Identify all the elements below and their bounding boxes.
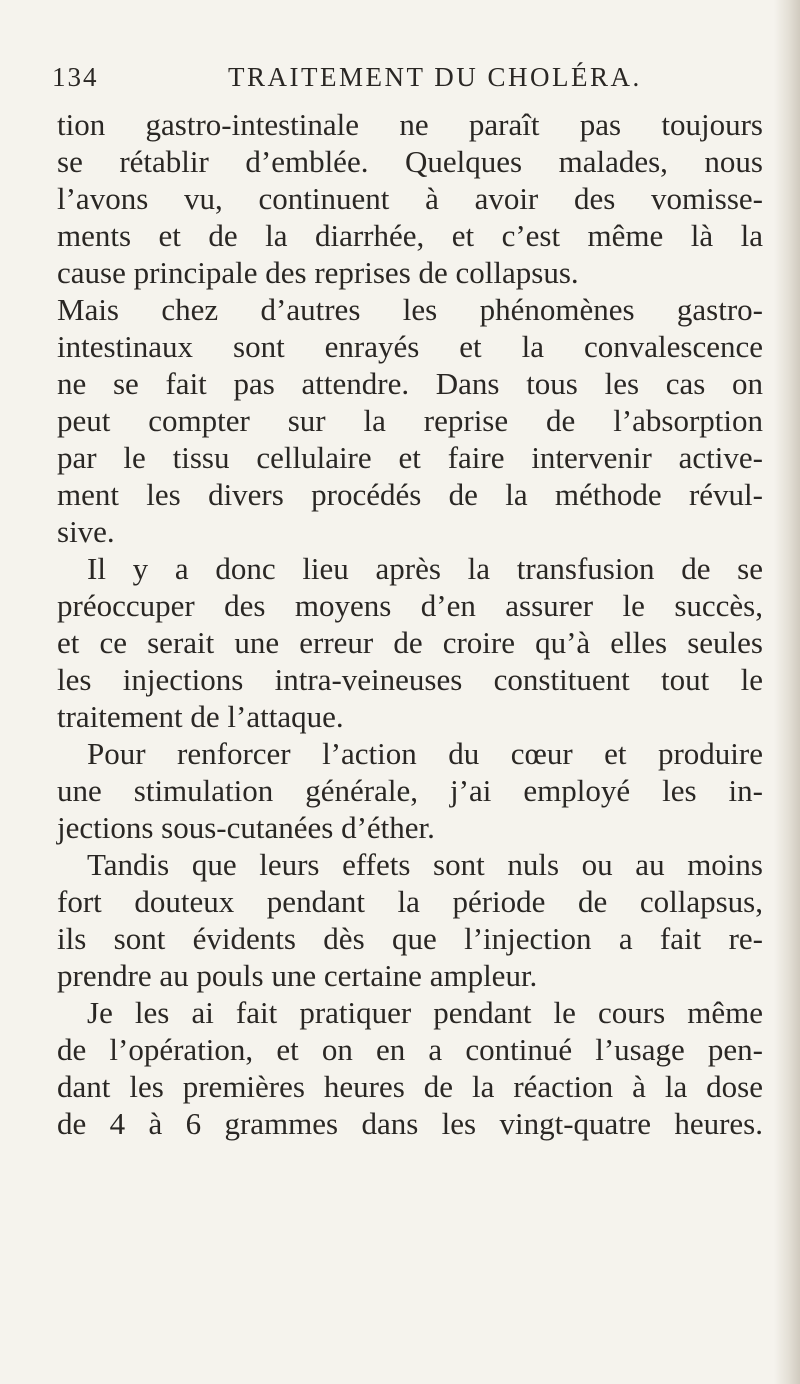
text-line: sive. bbox=[57, 514, 115, 549]
text-line: ne se fait pas attendre. Dans tous les cas on bbox=[57, 366, 763, 401]
text-line: intestinaux sont enrayés et la convalescence bbox=[57, 329, 763, 364]
page-number: 134 bbox=[52, 62, 99, 92]
text-line: traitement de l’attaque. bbox=[57, 699, 344, 734]
text-line: l’avons vu, continuent à avoir des vomisse- bbox=[57, 181, 763, 216]
text-line: Pour renforcer l’action du cœur et produire bbox=[87, 736, 763, 771]
text-line: et ce serait une erreur de croire qu’à elles seules bbox=[57, 625, 763, 660]
text-line: par le tissu cellulaire et faire intervenir active- bbox=[57, 440, 763, 475]
text-line: fort douteux pendant la période de collapsus, bbox=[57, 884, 763, 919]
text-line: tion gastro-intestinale ne paraît pas toujours bbox=[57, 107, 763, 142]
text-line: de 4 à 6 grammes dans les vingt-quatre heures. bbox=[57, 1106, 763, 1141]
text-line: dant les premières heures de la réaction à la dose bbox=[57, 1069, 763, 1104]
text-line: Mais chez d’autres les phénomènes gastro- bbox=[57, 292, 763, 327]
text-line: une stimulation générale, j’ai employé les in- bbox=[57, 773, 763, 808]
text-line: Je les ai fait pratiquer pendant le cours même bbox=[87, 995, 763, 1030]
text-line: jections sous-cutanées d’éther. bbox=[57, 810, 435, 845]
text-line: préoccuper des moyens d’en assurer le succès, bbox=[57, 588, 763, 623]
text-line: ils sont évidents dès que l’injection a fait re- bbox=[57, 921, 763, 956]
running-title: TRAITEMENT DU CHOLÉRA. bbox=[228, 62, 642, 92]
page-header bbox=[52, 62, 752, 96]
page-edge-shadow bbox=[774, 0, 800, 1384]
text-line: ments et de la diarrhée, et c’est même là la bbox=[57, 218, 763, 253]
text-line: se rétablir d’emblée. Quelques malades, nous bbox=[57, 144, 763, 179]
text-line: Il y a donc lieu après la transfusion de se bbox=[87, 551, 763, 586]
body-text bbox=[57, 106, 763, 1142]
text-line: Tandis que leurs effets sont nuls ou au moins bbox=[87, 847, 763, 882]
text-line: prendre au pouls une certaine ampleur. bbox=[57, 958, 538, 993]
text-line: de l’opération, et on en a continué l’usage pen- bbox=[57, 1032, 763, 1067]
text-line: ment les divers procédés de la méthode révul- bbox=[57, 477, 763, 512]
text-line: les injections intra-veineuses constituent tout le bbox=[57, 662, 763, 697]
text-line: peut compter sur la reprise de l’absorption bbox=[57, 403, 763, 438]
text-line: cause principale des reprises de collapsus. bbox=[57, 255, 579, 290]
